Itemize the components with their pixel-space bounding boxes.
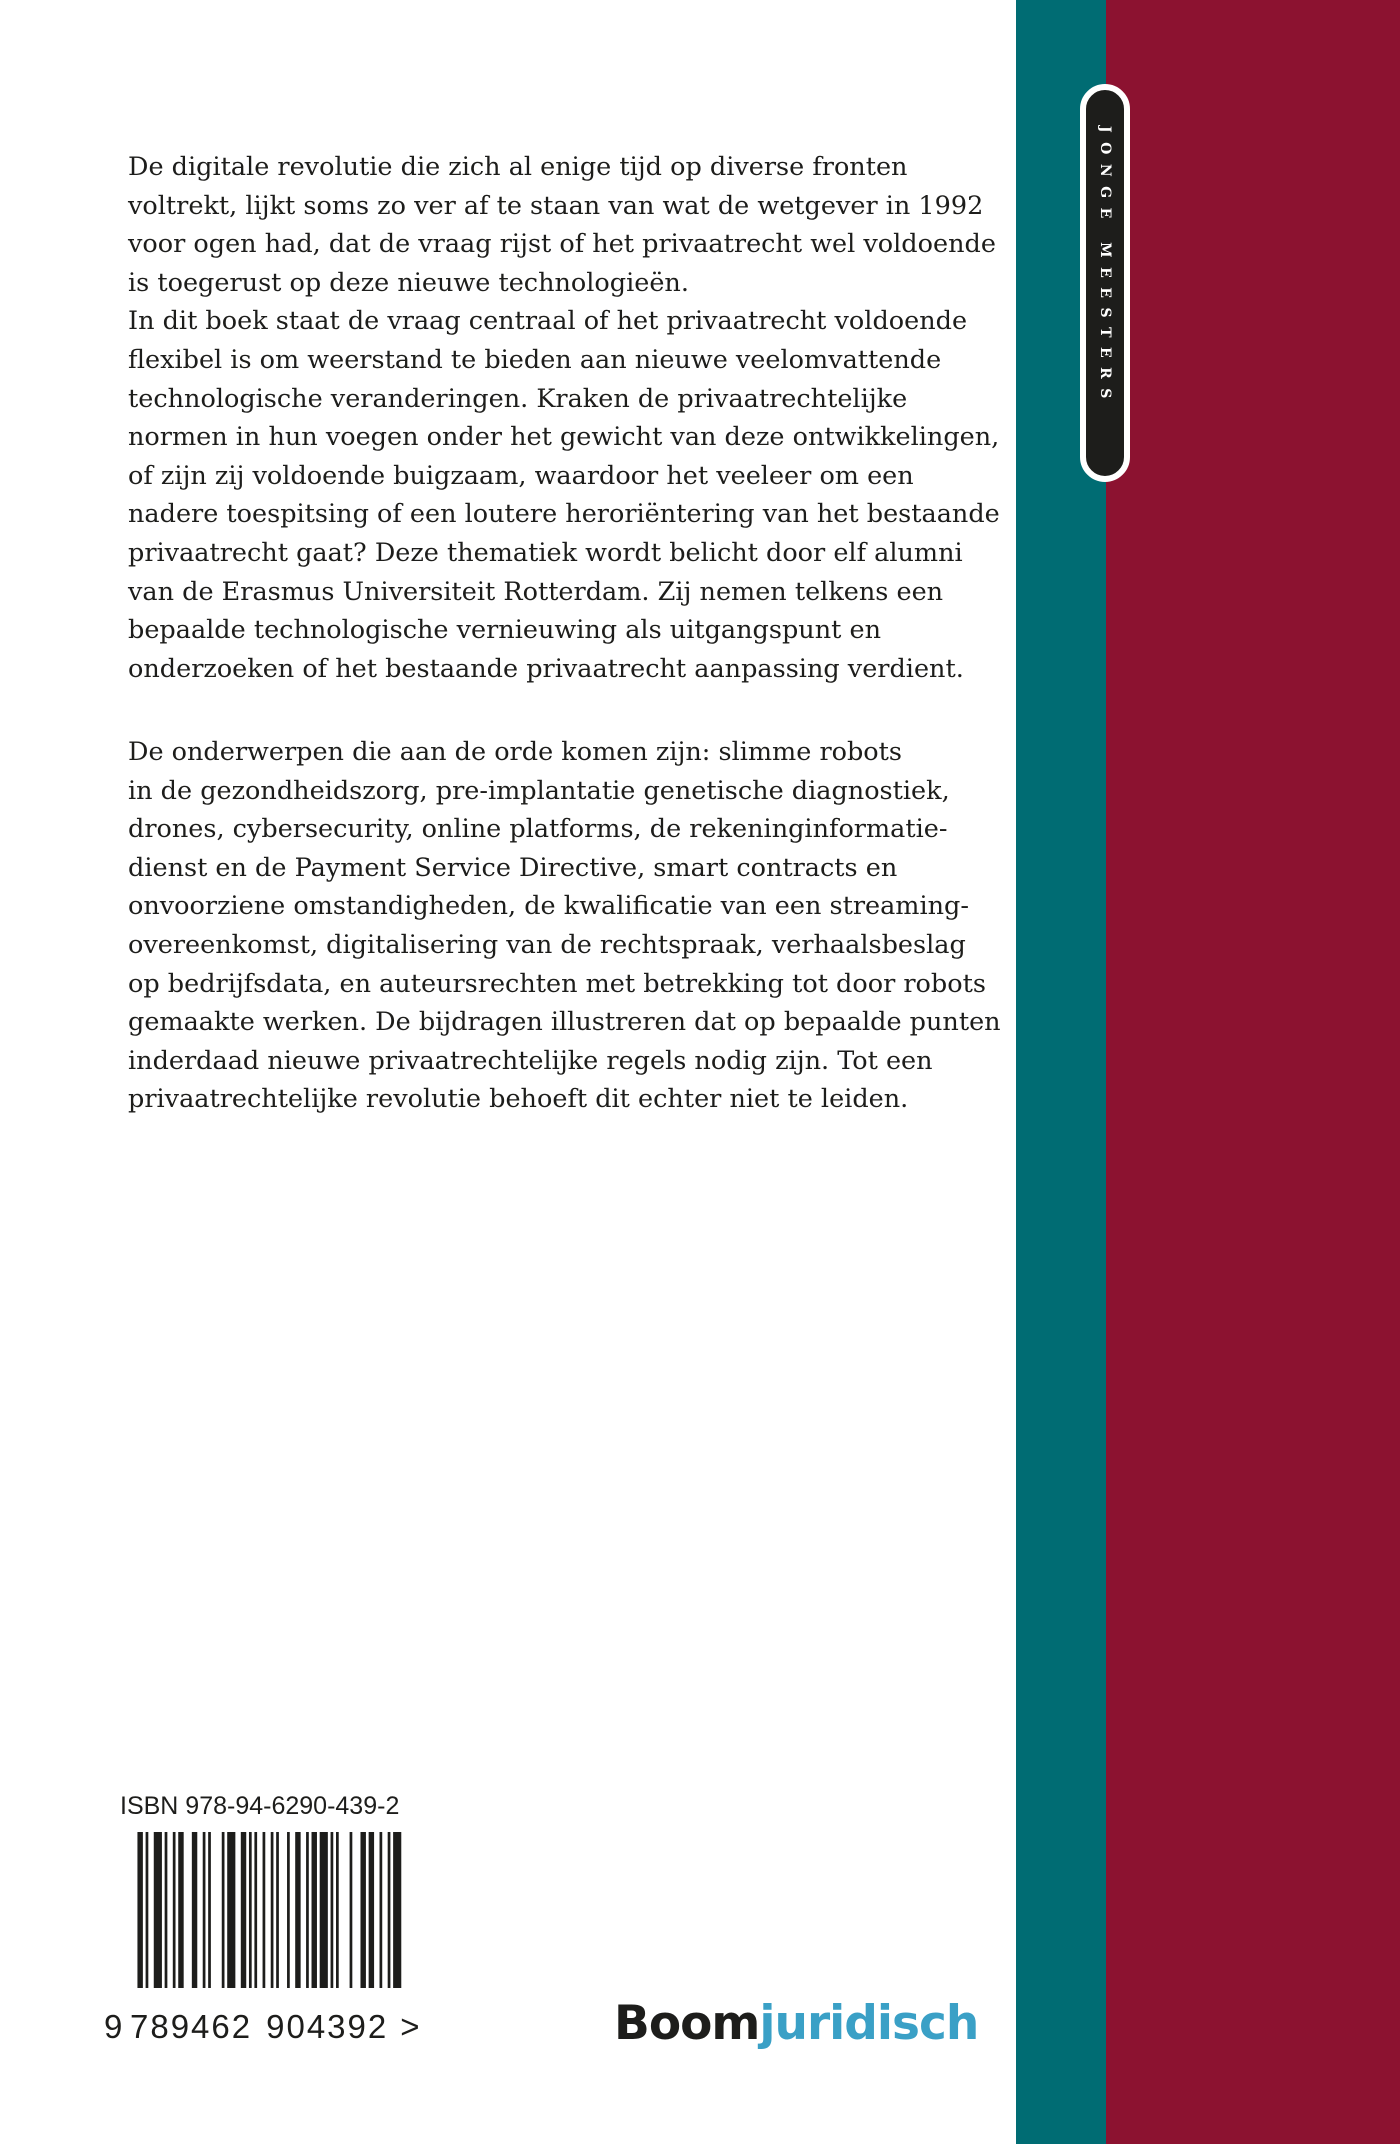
blurb-line: drones, cybersecurity, online platforms, de rekeninginformatie- [128,814,948,845]
isbn-label: ISBN 978-94-6290-439-2 [120,1792,400,1820]
barcode-bar [192,1832,197,1988]
barcode-digit-group-2: 904392 [266,2008,389,2045]
blurb-line: is toegerust op deze nieuwe technologieën. [128,267,689,298]
barcode-bar [287,1832,290,1988]
spine-band-red [1106,0,1400,2144]
barcode [132,1832,404,1988]
blurb-line: dienst en de Payment Service Directive, smart contracts en [128,852,898,883]
barcode-bar [350,1832,353,1988]
blurb-line: of zijn zij voldoende buigzaam, waardoor het veeleer om een [128,460,914,491]
blurb-line: onderzoeken of het bestaande privaatrecht aanpassing verdient. [128,653,964,684]
publisher-logo-boom: Boom [614,1996,760,2051]
barcode-bar [173,1832,176,1988]
barcode-quiet-zone-marker: > [400,2008,420,2045]
blurb-line: normen in hun voegen onder het gewicht van deze ontwikkelingen, [128,422,1000,453]
blurb-line: voor ogen had, dat de vraag rijst of het privaatrecht wel voldoende [128,229,996,260]
barcode-bar [388,1832,391,1988]
publisher-logo [614,1996,978,2051]
publisher-logo-juridisch: juridisch [759,1996,979,2051]
blurb-line: De digitale revolutie die zich al enige tijd op diverse fronten [128,152,908,182]
barcode-bar [393,1832,401,1988]
blurb-line: De onderwerpen die aan de orde komen zijn: slimme robots [128,737,902,767]
barcode-bar [254,1832,257,1988]
barcode-bar [203,1832,206,1988]
barcode-bar [154,1832,162,1988]
blurb-line: technologische veranderingen. Kraken de privaatrechtelijke [128,383,908,414]
blurb-line: nadere toespitsing of een loutere heroriëntering van het bestaande [128,499,1000,530]
barcode-bar [331,1832,334,1988]
barcode-bar [320,1832,328,1988]
barcode-bar [369,1832,374,1988]
barcode-bar [241,1832,246,1988]
barcode-digit-group-1: 789462 [130,2008,253,2045]
blurb-line: privaatrechtelijke revolutie behoeft dit echter niet te leiden. [128,1084,909,1115]
barcode-bar [295,1832,300,1988]
blurb-line: op bedrijfsdata, en auteursrechten met betrekking tot door robots [128,968,986,999]
barcode-bar [306,1832,309,1988]
barcode-bar [336,1832,339,1988]
barcode-bar [360,1832,365,1988]
barcode-bar [178,1832,183,1988]
barcode-bar [222,1832,225,1988]
barcode-bar [276,1832,279,1988]
barcode-bar [208,1832,211,1988]
barcode-bar [165,1832,168,1988]
blurb-paragraph-1 [128,148,1000,688]
series-badge [1080,84,1130,482]
barcode-bar [263,1832,266,1988]
blurb-line: overeenkomst, digitalisering van de rechtspraak, verhaalsbeslag [128,929,966,960]
barcode-digit-lead: 9 [104,2008,123,2045]
blurb-paragraph-2 [128,733,1001,1119]
barcode-bar [249,1832,252,1988]
barcode-digits [104,2008,420,2046]
blurb-line: In dit boek staat de vraag centraal of het privaatrecht voldoende [128,306,968,337]
blurb-line: voltrekt, lijkt soms zo ver af te staan van wat de wetgever in 1992 [128,190,984,221]
barcode-bar [271,1832,274,1988]
blurb-line: van de Erasmus Universiteit Rotterdam. Zij nemen telkens een [128,576,944,607]
barcode-bar [137,1832,142,1988]
barcode-bar [312,1832,317,1988]
blurb-line: in de gezondheidszorg, pre-implantatie genetische diagnostiek, [128,775,950,806]
barcode-bar [380,1832,383,1988]
series-label: JONGE MEESTERS [1097,126,1113,408]
barcode-bar [146,1832,149,1988]
barcode-bar [227,1832,235,1988]
blurb-line: privaatrecht gaat? Deze thematiek wordt belicht door elf alumni [128,537,963,568]
blurb-line: onvoorziene omstandigheden, de kwalificatie van een streaming- [128,891,970,922]
blurb-line: flexibel is om weerstand te bieden aan nieuwe veelomvattende [128,344,942,375]
blurb-line: gemaakte werken. De bijdragen illustreren dat op bepaalde punten [128,1007,1001,1038]
blurb-line: bepaalde technologische vernieuwing als uitgangspunt en [128,615,881,646]
blurb-line: inderdaad nieuwe privaatrechtelijke regels nodig zijn. Tot een [128,1045,933,1076]
